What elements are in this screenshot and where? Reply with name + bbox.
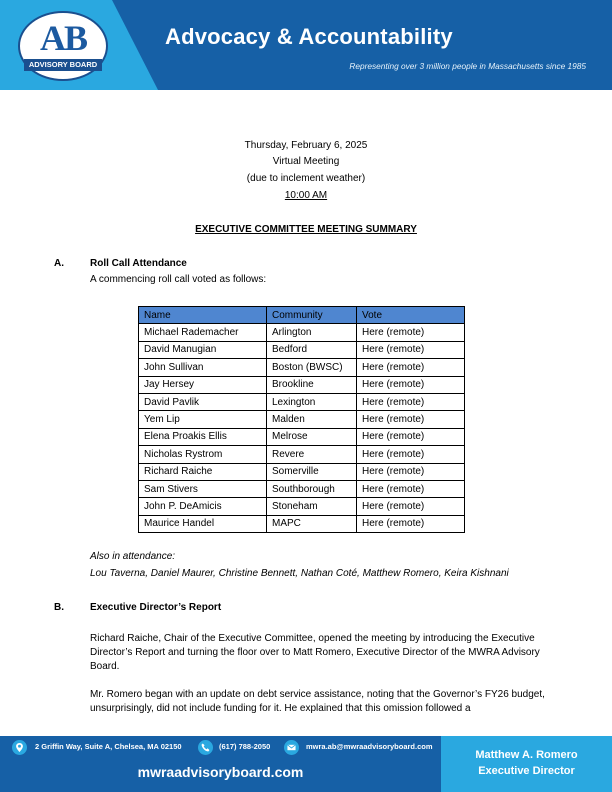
cell-community: Brookline xyxy=(267,376,357,393)
also-attendance-label: Also in attendance: xyxy=(90,551,176,562)
phone-icon xyxy=(198,740,213,755)
signer-name: Matthew A. Romero xyxy=(475,749,578,761)
section-b-title: Executive Director’s Report xyxy=(90,602,222,613)
table-row xyxy=(139,411,465,428)
section-a-title: Roll Call Attendance xyxy=(90,258,187,269)
advisory-board-logo xyxy=(18,11,108,81)
footer-phone: (617) 788-2050 xyxy=(219,742,271,751)
table-row xyxy=(139,463,465,480)
location-pin-icon xyxy=(12,740,27,755)
cell-name: Maurice Handel xyxy=(139,515,267,532)
cell-name: David Manugian xyxy=(139,341,267,358)
cell-community: Lexington xyxy=(267,393,357,410)
cell-name: Richard Raiche xyxy=(139,463,267,480)
cell-name: Michael Rademacher xyxy=(139,324,267,341)
meeting-note: (due to inclement weather) xyxy=(246,173,366,184)
paragraph-1: Richard Raiche, Chair of the Executive Committee, opened the meeting by introducing the Executive Director’s Report and turning the floor over to Matt Romero, Executive Director of the MWRA Advisory Board. xyxy=(90,633,540,672)
cell-community: Stoneham xyxy=(267,498,357,515)
cell-vote: Here (remote) xyxy=(357,480,465,497)
logo-letters: AB xyxy=(39,18,86,58)
meeting-date: Thursday, February 6, 2025 xyxy=(244,140,368,151)
column-header-vote: Vote xyxy=(357,307,465,324)
roll-call-table xyxy=(138,306,465,533)
cell-community: Melrose xyxy=(267,428,357,445)
section-a-letter: A. xyxy=(54,258,64,269)
column-header-name: Name xyxy=(139,307,267,324)
also-attendance-names: Lou Taverna, Daniel Maurer, Christine Bennett, Nathan Coté, Matthew Romero, Keira Kishnani xyxy=(90,568,509,579)
cell-community: Malden xyxy=(267,411,357,428)
cell-vote: Here (remote) xyxy=(357,515,465,532)
footer-address: 2 Griffin Way, Suite A, Chelsea, MA 02150 xyxy=(35,742,182,751)
cell-vote: Here (remote) xyxy=(357,446,465,463)
cell-community: Bedford xyxy=(267,341,357,358)
table-row xyxy=(139,359,465,376)
table-row xyxy=(139,393,465,410)
cell-name: David Pavlik xyxy=(139,393,267,410)
footer-website[interactable]: mwraadvisoryboard.com xyxy=(137,764,304,780)
cell-community: Southborough xyxy=(267,480,357,497)
table-row xyxy=(139,324,465,341)
paragraph-2: Mr. Romero began with an update on debt service assistance, noting that the Governor’s FY26 budget, unsurprisingly, did not include funding for it. He explained that this omission followed a xyxy=(90,689,545,714)
cell-vote: Here (remote) xyxy=(357,463,465,480)
cell-name: John Sullivan xyxy=(139,359,267,376)
footer-email[interactable]: mwra.ab@mwraadvisoryboard.com xyxy=(306,742,433,751)
section-b-letter: B. xyxy=(54,602,64,613)
column-header-community: Community xyxy=(267,307,357,324)
roll-call-intro: A commencing roll call voted as follows: xyxy=(90,274,267,285)
cell-community: Boston (BWSC) xyxy=(267,359,357,376)
cell-vote: Here (remote) xyxy=(357,428,465,445)
header-tagline: Representing over 3 million people in Massachusetts since 1985 xyxy=(349,61,586,71)
table-row xyxy=(139,446,465,463)
cell-vote: Here (remote) xyxy=(357,393,465,410)
table-row xyxy=(139,515,465,532)
cell-vote: Here (remote) xyxy=(357,341,465,358)
signer-title: Executive Director xyxy=(478,765,575,777)
cell-vote: Here (remote) xyxy=(357,376,465,393)
meeting-time: 10:00 AM xyxy=(284,190,328,201)
cell-name: John P. DeAmicis xyxy=(139,498,267,515)
logo-banner: ADVISORY BOARD xyxy=(24,59,102,71)
letterhead-header xyxy=(0,0,612,90)
table-row xyxy=(139,428,465,445)
cell-community: MAPC xyxy=(267,515,357,532)
header-title: Advocacy & Accountability xyxy=(165,24,453,49)
table-row xyxy=(139,376,465,393)
cell-vote: Here (remote) xyxy=(357,359,465,376)
cell-community: Revere xyxy=(267,446,357,463)
footer-signature-band xyxy=(441,736,612,792)
cell-name: Sam Stivers xyxy=(139,480,267,497)
cell-community: Arlington xyxy=(267,324,357,341)
cell-name: Yem Lip xyxy=(139,411,267,428)
table-row xyxy=(139,498,465,515)
cell-vote: Here (remote) xyxy=(357,411,465,428)
meeting-type: Virtual Meeting xyxy=(272,156,340,167)
email-icon xyxy=(284,740,299,755)
cell-name: Nicholas Rystrom xyxy=(139,446,267,463)
cell-community: Somerville xyxy=(267,463,357,480)
cell-vote: Here (remote) xyxy=(357,324,465,341)
cell-vote: Here (remote) xyxy=(357,498,465,515)
summary-title: EXECUTIVE COMMITTEE MEETING SUMMARY xyxy=(195,224,417,235)
table-row xyxy=(139,480,465,497)
cell-name: Jay Hersey xyxy=(139,376,267,393)
table-row xyxy=(139,341,465,358)
cell-name: Elena Proakis Ellis xyxy=(139,428,267,445)
table-header-row xyxy=(139,307,465,324)
